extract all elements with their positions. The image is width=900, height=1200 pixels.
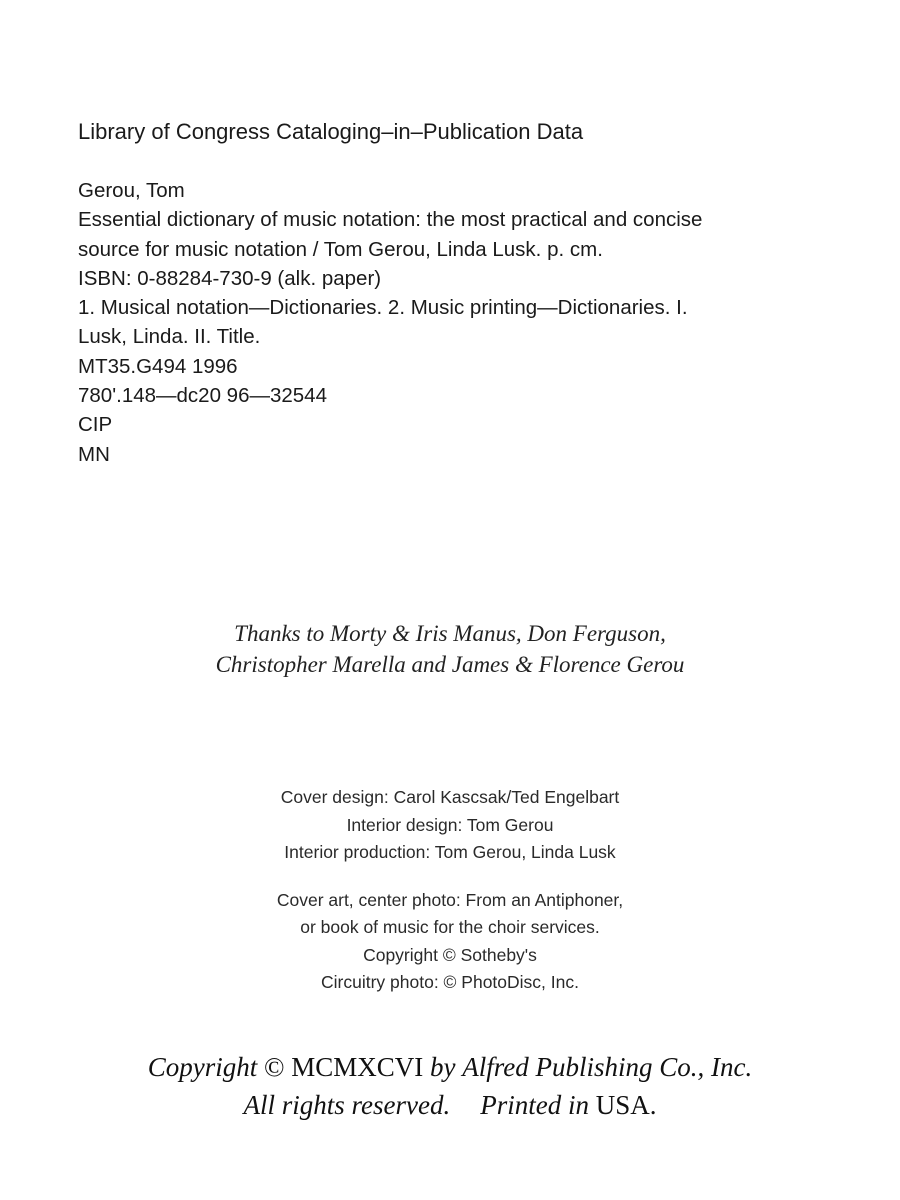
- cip-subjects-line-2: Lusk, Linda. II. Title.: [78, 325, 261, 349]
- cataloging-in-publication-block: [78, 116, 838, 469]
- interior-production-credit: Interior production: Tom Gerou, Linda Lusk: [284, 842, 616, 862]
- printed-country: USA.: [595, 1090, 657, 1120]
- acknowledgements: [0, 618, 900, 680]
- art-credits: [0, 887, 900, 997]
- cover-art-copyright: Copyright © Sotheby's: [363, 944, 537, 965]
- cip-dewey: 780'.148—dc20 96—32544: [78, 384, 327, 408]
- rights-reserved: All rights reserved.: [243, 1090, 451, 1120]
- cip-call-number: MT35.G494 1996: [78, 354, 238, 378]
- thanks-line-1: Thanks to Morty & Iris Manus, Don Ferguson,: [234, 621, 666, 646]
- credits-block: [0, 784, 900, 1017]
- interior-design-credit: Interior design: Tom Gerou: [346, 814, 554, 835]
- cip-isbn: ISBN: 0-88284-730-9 (alk. paper): [78, 266, 382, 290]
- design-credits: [0, 784, 900, 867]
- cover-design-credit: Cover design: Carol Kascsak/Ted Engelbart: [280, 787, 620, 807]
- cip-title-line-2: source for music notation / Tom Gerou, Linda Lusk. p. cm.: [78, 237, 603, 261]
- cip-title-line-1: Essential dictionary of music notation: the most practical and concise: [78, 208, 703, 232]
- copyright-line: [0, 1048, 900, 1086]
- cover-art-credit-line-2: or book of music for the choir services.: [300, 917, 600, 937]
- copyright-word: Copyright: [147, 1052, 258, 1082]
- rights-line: [0, 1086, 900, 1124]
- cip-mn: MN: [78, 442, 110, 466]
- copyright-year: © MCMXCVI: [264, 1052, 424, 1082]
- printed-in: Printed in: [480, 1090, 589, 1120]
- cip-author: Gerou, Tom: [78, 179, 185, 202]
- cip-code: CIP: [78, 413, 113, 437]
- cover-art-credit-line-1: Cover art, center photo: From an Antiphoner,: [276, 889, 624, 910]
- cip-heading: Library of Congress Cataloging–in–Publication Data: [78, 119, 584, 144]
- circuitry-photo-credit: Circuitry photo: © PhotoDisc, Inc.: [321, 972, 579, 992]
- thanks-line-2: Christopher Marella and James & Florence Gerou: [215, 652, 685, 677]
- copyright-publisher: Alfred Publishing Co., Inc.: [462, 1052, 753, 1082]
- copyright-by: by: [430, 1052, 456, 1082]
- cip-subjects-line-1: 1. Musical notation—Dictionaries. 2. Music printing—Dictionaries. I.: [78, 296, 688, 320]
- copyright-notice: [0, 1048, 900, 1124]
